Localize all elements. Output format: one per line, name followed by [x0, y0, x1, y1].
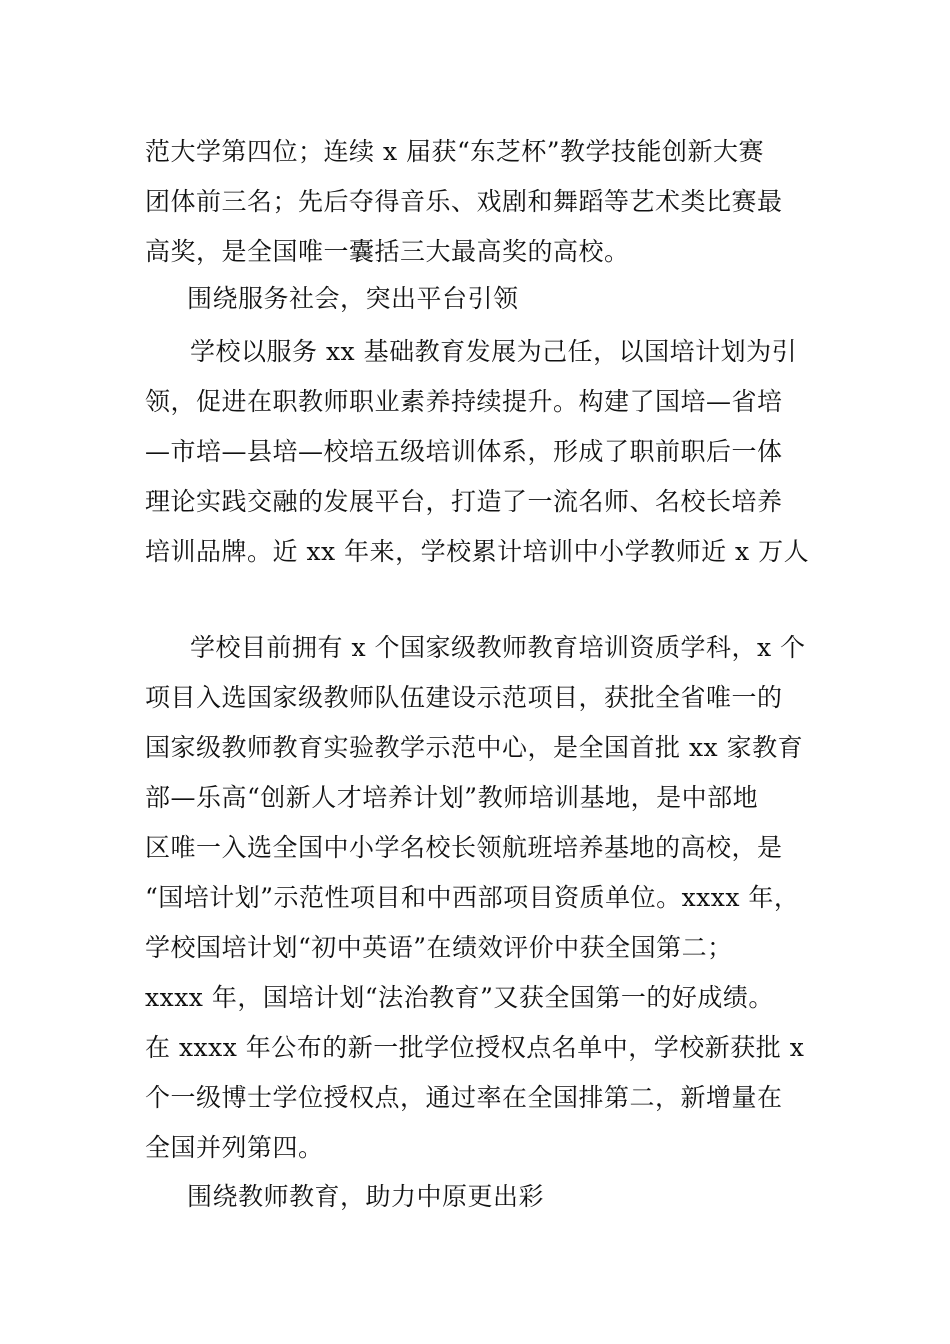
paragraph-line: 范大学第四位；连续 x 届获“东芝杯”教学技能创新大赛	[145, 137, 765, 166]
paragraph-line: xxxx 年，国培计划“法治教育”又获全国第一的好成绩。	[145, 983, 774, 1012]
paragraph-line: 在 xxxx 年公布的新一批学位授权点名单中，学校新获批 x	[145, 1033, 805, 1062]
paragraph-line: 个一级博士学位授权点，通过率在全国排第二，新增量在	[145, 1083, 783, 1112]
paragraph-line: 培训品牌。近 xx 年来，学校累计培训中小学教师近 x 万人	[145, 537, 810, 566]
section-heading-teacher-education: 围绕教师教育，助力中原更出彩	[187, 1182, 545, 1211]
paragraph-line: 学校国培计划“初中英语”在绩效评价中获全国第二；	[145, 933, 733, 962]
paragraph-line: 领，促进在职教师职业素养持续提升。构建了国培—省培	[145, 387, 783, 416]
paragraph-line: 项目入选国家级教师队伍建设示范项目，获批全省唯一的	[145, 683, 783, 712]
paragraph-line: 理论实践交融的发展平台，打造了一流名师、名校长培养	[145, 487, 783, 516]
paragraph-line: —市培—县培—校培五级培训体系，形成了职前职后一体	[145, 437, 783, 466]
section-heading-service-society: 围绕服务社会，突出平台引领	[187, 284, 519, 313]
paragraph-line: 全国并列第四。	[145, 1133, 324, 1162]
paragraph-line: 区唯一入选全国中小学名校长领航班培养基地的高校，是	[145, 833, 783, 862]
paragraph-line: 国家级教师教育实验教学示范中心，是全国首批 xx 家教育	[145, 733, 804, 762]
paragraph-line: 团体前三名；先后夺得音乐、戏剧和舞蹈等艺术类比赛最	[145, 187, 783, 216]
paragraph-line: 学校目前拥有 x 个国家级教师教育培训资质学科，x 个	[190, 633, 806, 662]
paragraph-line: “国培计划”示范性项目和中西部项目资质单位。xxxx 年，	[145, 883, 800, 912]
paragraph-line: 部—乐高“创新人才培养计划”教师培训基地，是中部地	[145, 783, 759, 812]
paragraph-line: 学校以服务 xx 基础教育发展为己任，以国培计划为引	[190, 337, 798, 366]
paragraph-line: 高奖，是全国唯一囊括三大最高奖的高校。	[145, 237, 630, 266]
